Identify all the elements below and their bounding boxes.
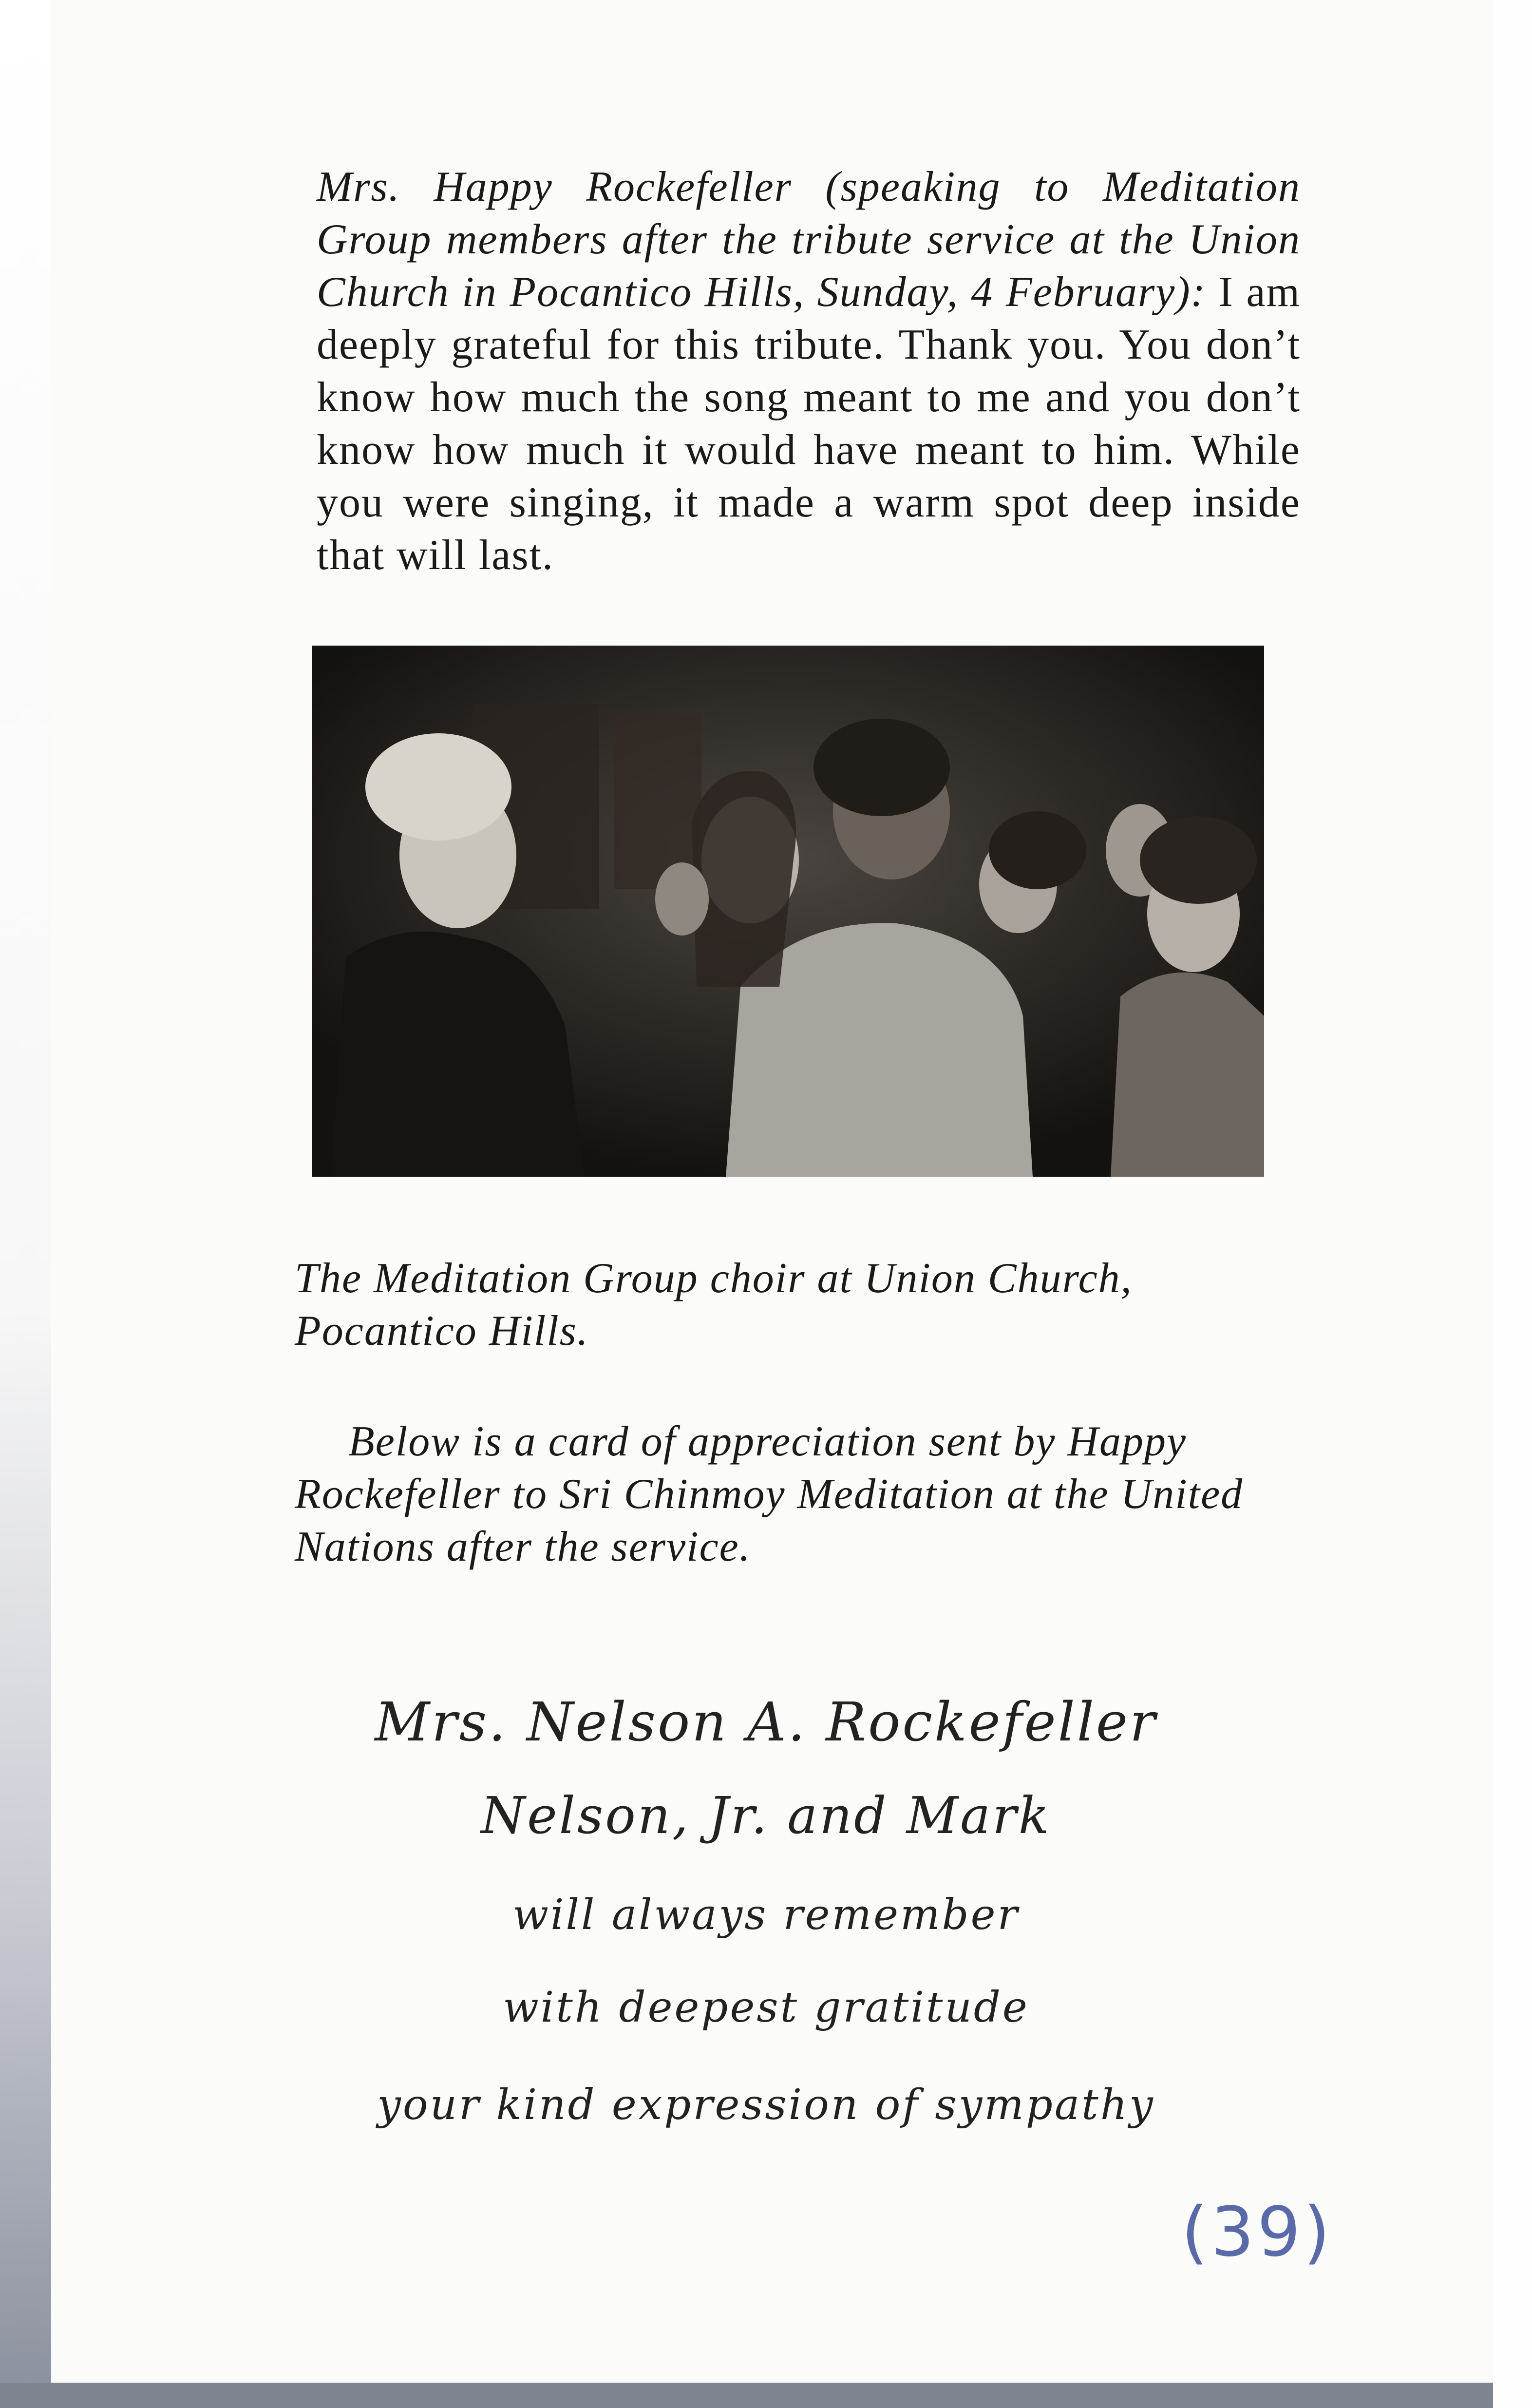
card-intro: Below is a card of appreciation sent by Happy Rockefeller to Sri Chinmoy Meditation at the United Nations after the service. bbox=[295, 1418, 1244, 1570]
scan-bottom-edge bbox=[0, 2383, 1493, 2408]
card-line-1: Mrs. Nelson A. Rockefeller bbox=[375, 1691, 1157, 1753]
page-number: (39) bbox=[1181, 2193, 1333, 2272]
scan-right-edge bbox=[1493, 0, 1532, 2408]
card-line-3: will always remember bbox=[512, 1891, 1020, 1939]
card-line-5: your kind expression of sympathy bbox=[377, 2081, 1155, 2129]
quote-separator: : bbox=[1191, 268, 1219, 316]
quote-speaker: Mrs. Happy Rockefeller (speaking to Meditation Group members after the tribute service at the Union Church in Pocantico Hills, Sunday, 4 February) bbox=[317, 163, 1301, 316]
quote-text: I am deeply grateful for this tribute. Thank you. You don’t know how much the song meant to me and you don’t know how much it would have meant to him. While you were singing, it made a warm spot deep inside that will last. bbox=[317, 268, 1301, 579]
photo-caption: The Meditation Group choir at Union Church, Pocantico Hills. bbox=[295, 1255, 1133, 1355]
quote-paragraph bbox=[317, 161, 1301, 582]
card-line-4: with deepest gratitude bbox=[503, 1983, 1029, 2032]
choir-photo bbox=[312, 646, 1264, 1177]
card-line-2: Nelson, Jr. and Mark bbox=[481, 1786, 1051, 1845]
